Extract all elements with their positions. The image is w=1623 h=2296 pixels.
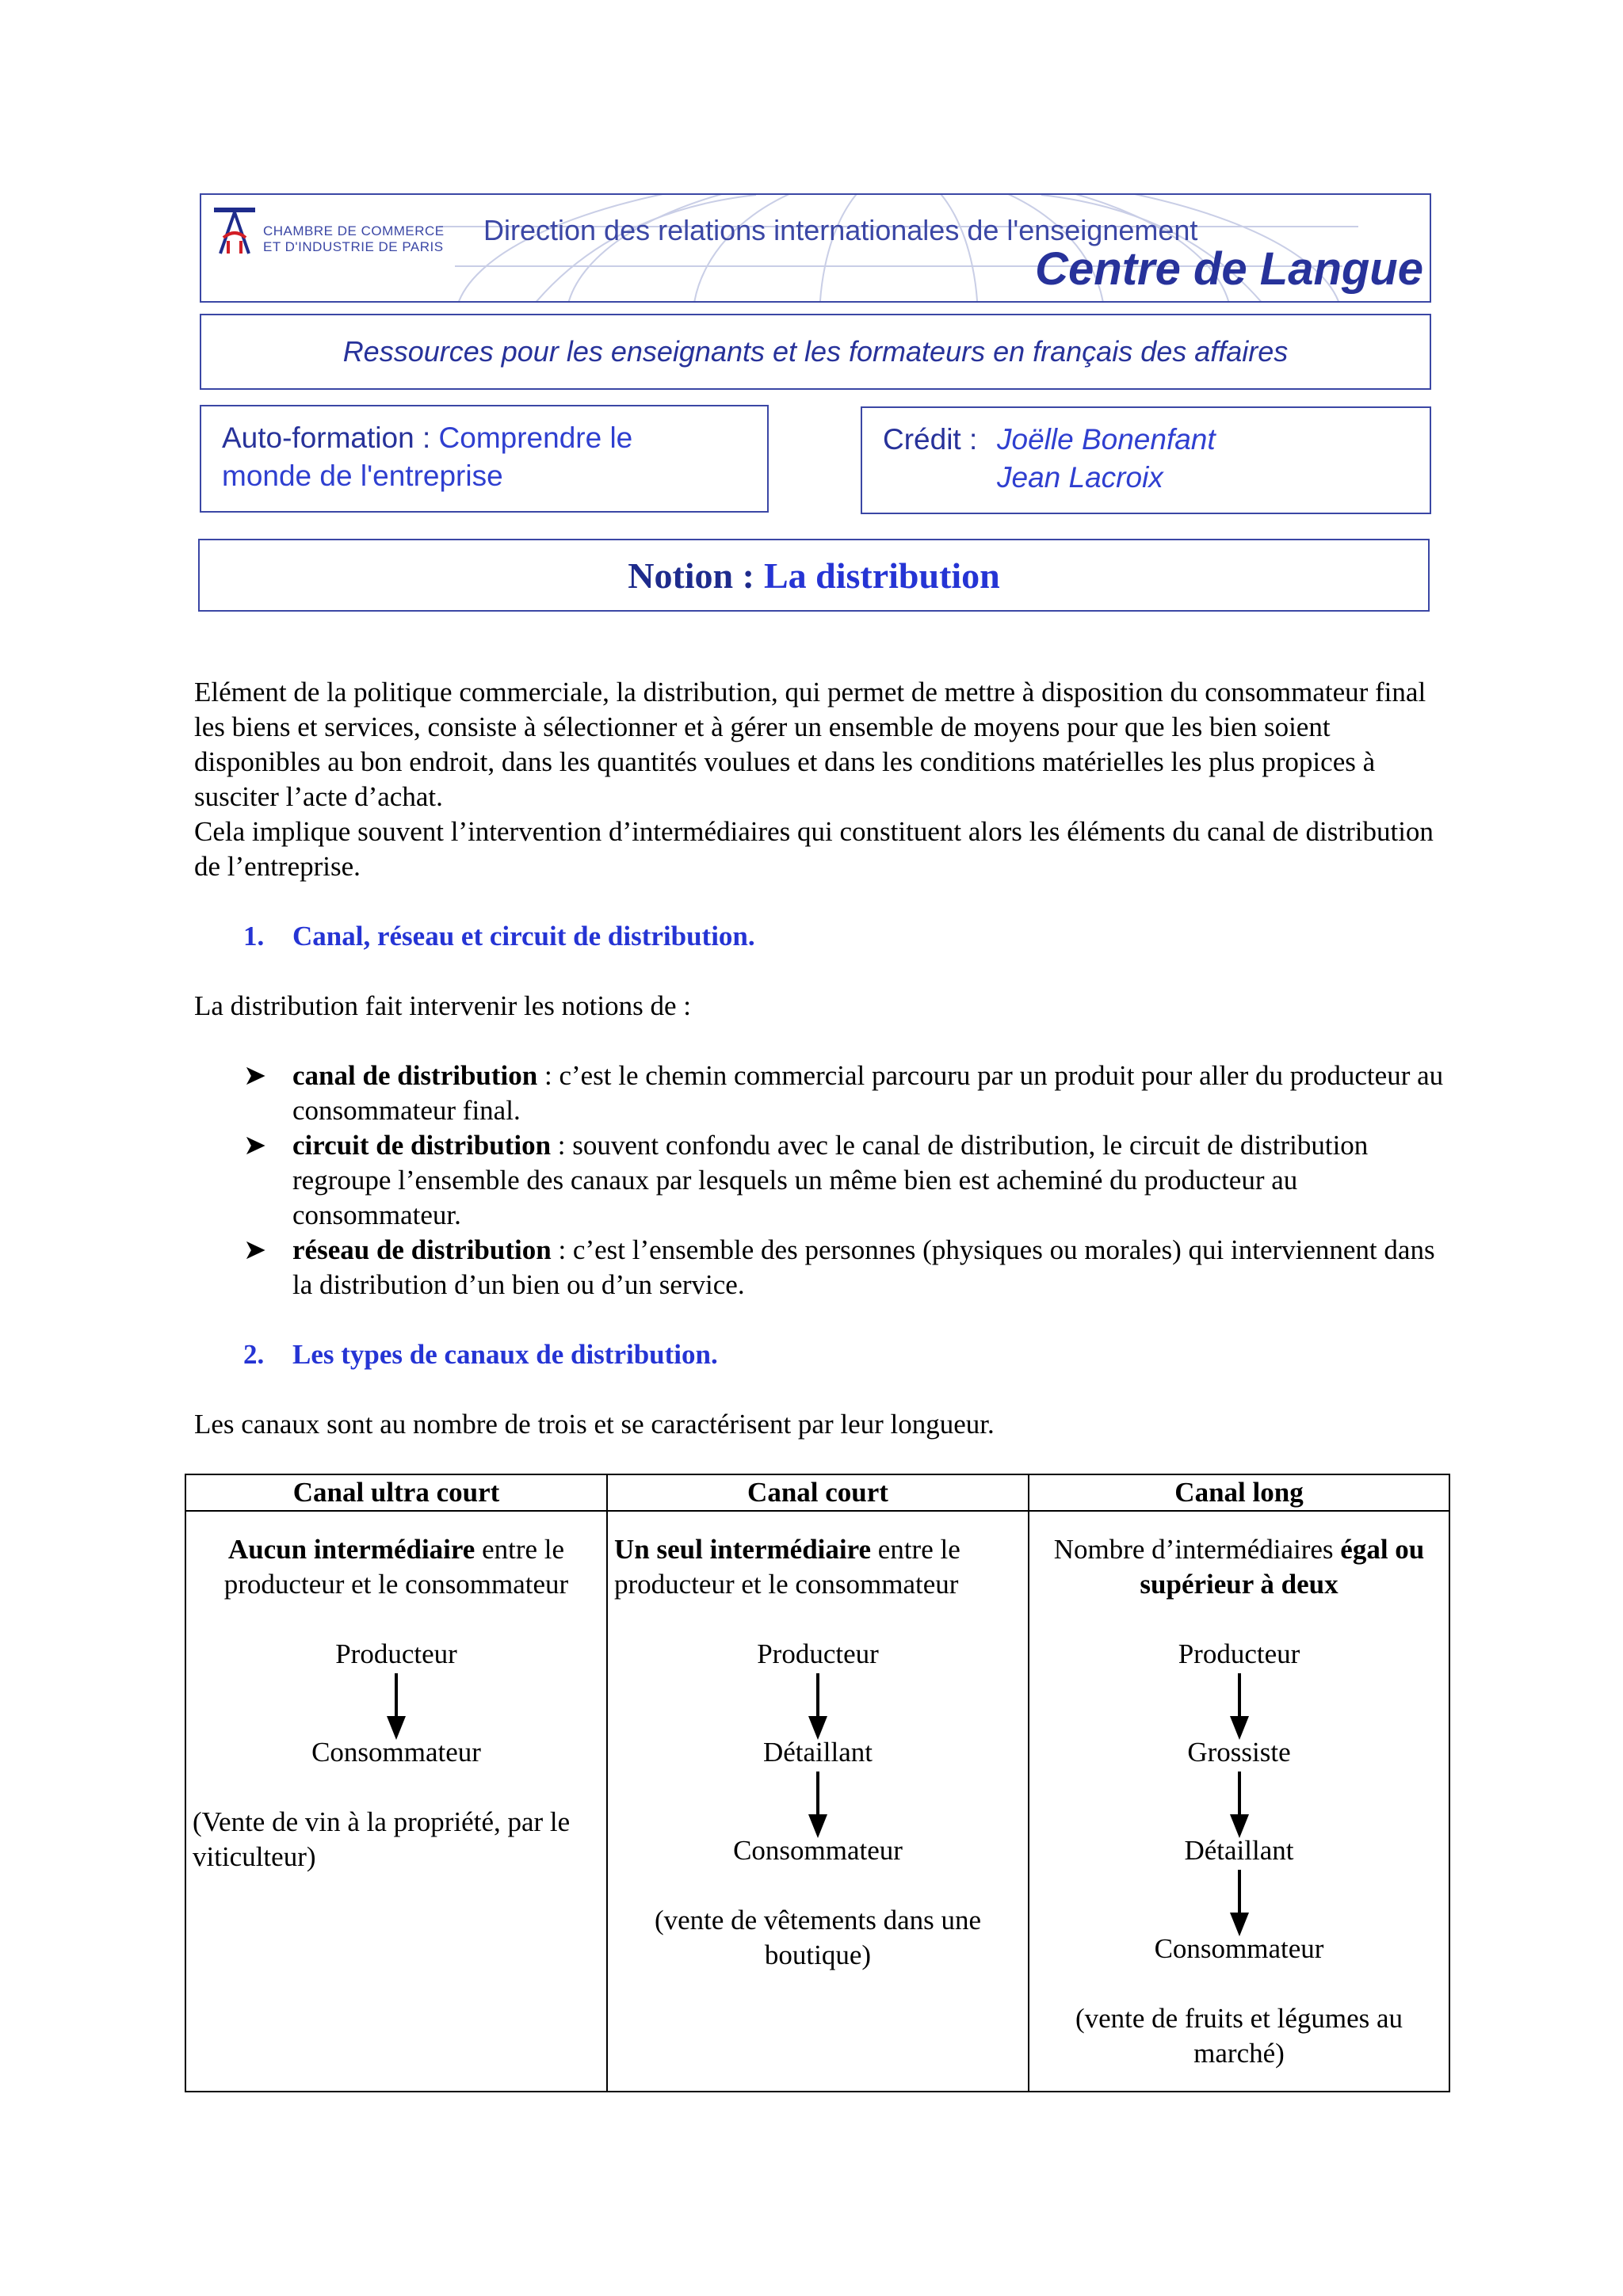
credit-label: Crédit : [883, 423, 978, 456]
flow-step: Producteur [757, 1638, 879, 1669]
auto-formation-label: Auto-formation : [222, 421, 439, 454]
section-1-lead: La distribution fait intervenir les notions de : [194, 990, 691, 1021]
section-1-heading [243, 919, 1446, 954]
auto-formation-value-1: Comprendre le [438, 421, 633, 454]
long-channel-cell [1029, 1511, 1449, 2092]
section-2-lead: Les canaux sont au nombre de trois et se caractérisent par leur longueur. [194, 1409, 995, 1440]
term: circuit de distribution [292, 1130, 552, 1161]
notion-title-box [198, 539, 1430, 612]
description-bold: Aucun intermédiaire [227, 1534, 475, 1565]
channel-example: (Vente de vin à la propriété, par le viticulteur) [193, 1806, 571, 1872]
credit-name-2: Jean Lacroix [997, 461, 1163, 494]
column-header: Canal long [1029, 1474, 1449, 1511]
description-bold: égal ou supérieur à deux [1140, 1534, 1425, 1600]
header-banner [200, 193, 1431, 303]
term: réseau de distribution [292, 1234, 552, 1265]
notions-list [194, 1058, 1446, 1302]
arrow-bullet-icon: ➤ [243, 1234, 267, 1265]
credit-names [997, 421, 1216, 497]
channel-example: (vente de vêtements dans une boutique) [654, 1905, 982, 1970]
cci-logo-icon [212, 206, 257, 257]
description-rest: entre le producteur et le consommateur [614, 1534, 960, 1600]
term-definition: : c’est le chemin commercial parcouru par un produit pour aller du producteur au consommateur final. [292, 1060, 1444, 1126]
description-plain: Nombre d’intermédiaires [1053, 1534, 1341, 1565]
flow-step: Consommateur [733, 1835, 903, 1866]
short-channel-cell [607, 1511, 1029, 2092]
direction-title: Direction des relations internationales de l'enseignement [483, 214, 1198, 246]
channel-description [614, 1532, 1022, 1602]
channels-table [185, 1474, 1450, 2092]
down-arrow-icon [802, 1770, 834, 1840]
section-2-title: Les types de canaux de distribution. [292, 1339, 718, 1370]
channel-description [1036, 1532, 1442, 1602]
arrow-bullet-icon: ➤ [243, 1060, 267, 1091]
down-arrow-icon [380, 1672, 412, 1741]
down-arrow-icon [1224, 1770, 1255, 1840]
down-arrow-icon [802, 1672, 834, 1741]
auto-formation-value-2: monde de l'entreprise [222, 460, 503, 492]
cci-line1: CHAMBRE DE COMMERCE [263, 223, 445, 238]
resources-box [200, 314, 1431, 390]
document-body [194, 675, 1446, 1442]
term-definition: : c’est l’ensemble des personnes (physiques ou morales) qui interviennent dans la distribution d’un bien ou d’un service. [292, 1234, 1435, 1300]
column-header: Canal ultra court [185, 1474, 607, 1511]
table-row [185, 1511, 1449, 2092]
credit-name-1: Joëlle Bonenfant [997, 423, 1216, 456]
ultra-short-channel-cell [185, 1511, 607, 2092]
flow-step: Producteur [335, 1638, 457, 1669]
section-2-number: 2. [243, 1339, 265, 1370]
arrow-bullet-icon: ➤ [243, 1130, 267, 1161]
description-rest: entre le producteur et le consommateur [223, 1534, 569, 1600]
intro-paragraph-2: Cela implique souvent l’intervention d’intermédiaires qui constituent alors les éléments du canal de distribution de l’entreprise. [194, 816, 1434, 882]
down-arrow-icon [1224, 1868, 1255, 1938]
notion-value: La distribution [763, 555, 1000, 596]
intro-paragraph-1: Elément de la politique commerciale, la distribution, qui permet de mettre à disposition du consommateur final les biens et services, consiste à sélectionner et à gérer un ensemble de moyens pour que les bien soient disponibles au bon endroit, dans les quantités voulues et dans les conditions matérielles les plus propices à susciter l’acte d’achat. [194, 677, 1426, 812]
flow-step: Consommateur [311, 1737, 481, 1768]
term: canal de distribution [292, 1060, 538, 1091]
channel-example: (vente de fruits et légumes au marché) [1075, 2003, 1403, 2069]
flow-step: Détaillant [762, 1737, 873, 1768]
notion-label: Notion : [628, 555, 754, 596]
flow-step: Détaillant [1184, 1835, 1294, 1866]
column-header: Canal court [607, 1474, 1029, 1511]
down-arrow-icon [1224, 1672, 1255, 1741]
channel-description [193, 1532, 600, 1602]
cci-line2: ET D'INDUSTRIE DE PARIS [263, 239, 444, 254]
cci-name [263, 223, 445, 255]
section-1-title: Canal, réseau et circuit de distribution. [292, 921, 755, 952]
flow-step: Consommateur [1154, 1933, 1324, 1964]
term-definition: : souvent confondu avec le canal de distribution, le circuit de distribution regroupe l’ensemble des canaux par lesquels un même bien est acheminé du producteur au consommateur. [292, 1130, 1369, 1230]
resources-text: Ressources pour les enseignants et les formateurs en français des affaires [342, 335, 1289, 368]
list-item [194, 1128, 1446, 1233]
flow-step: Producteur [1178, 1638, 1300, 1669]
section-2-heading [243, 1337, 1446, 1372]
centre-de-langue-title: Centre de Langue [1035, 243, 1423, 295]
list-item [194, 1233, 1446, 1302]
section-1-number: 1. [243, 921, 265, 952]
list-item [194, 1058, 1446, 1128]
credit-box [861, 406, 1431, 514]
flow-step: Grossiste [1187, 1737, 1291, 1768]
table-header-row [185, 1474, 1449, 1511]
description-bold: Un seul intermédiaire [614, 1534, 872, 1565]
auto-formation-box [200, 405, 769, 513]
